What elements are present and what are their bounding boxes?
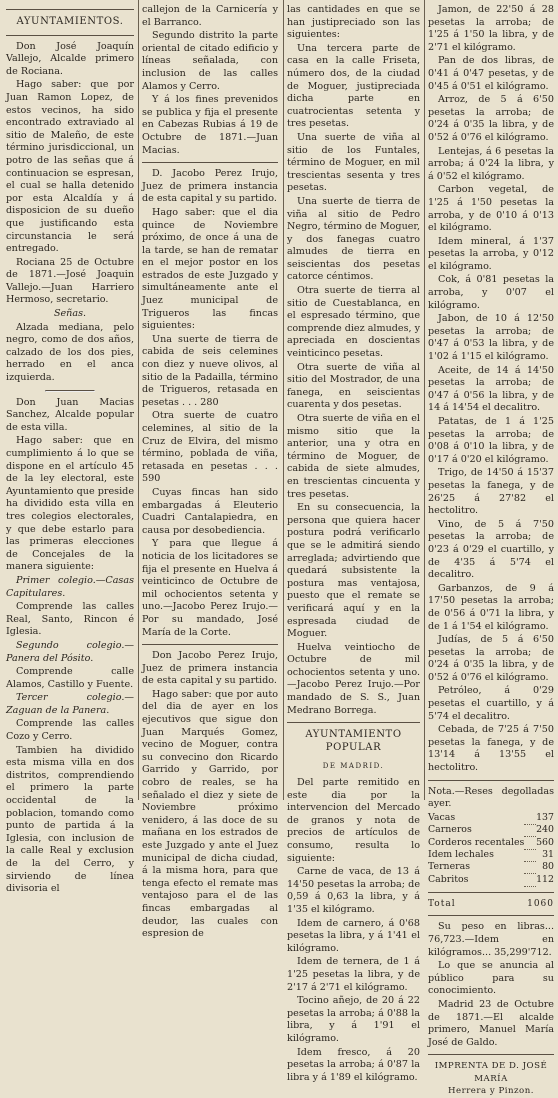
section-heading: AYUNTAMIENTO POPULAR bbox=[305, 729, 402, 753]
reses-value: 80 bbox=[542, 861, 554, 873]
total-label: Total bbox=[428, 898, 456, 909]
notice-text: las cantidades en que se han justipreciado son las siguientes: bbox=[287, 4, 420, 41]
finca-amount: 280 bbox=[200, 396, 219, 408]
total-value: 1060 bbox=[527, 898, 554, 909]
price-item: Tocino añejo, de 20 á 22 pesetas la arroba; á 0'88 la libra, y á 1'91 el kilógramo. bbox=[287, 995, 420, 1044]
price-item: Idem fresco, á 20 pesetas la arroba; á 0'87 la libra y á 1'89 el kilógramo. bbox=[287, 1046, 420, 1083]
senas-text: Alzada mediana, pelo negro, como de dos años, calzado de los dos pies, herrado en el anca izquierda. bbox=[6, 321, 134, 384]
divider bbox=[142, 644, 278, 645]
divider bbox=[287, 722, 420, 723]
leader-dots bbox=[524, 861, 536, 873]
column-3 bbox=[287, 4, 421, 1083]
notice-text: Una tercera parte de casa en la calle Friseta, número dos, de la ciudad de Moguer, justipreciada dicha parte en cuatrocientas setenta y tres pesetas. bbox=[287, 42, 420, 130]
colegio-label: Primer colegio.—Casas Capitulares. bbox=[6, 574, 134, 599]
reses-row bbox=[428, 849, 554, 861]
imprint-line: IMPRENTA DE D. JOSÉ MARÍA bbox=[434, 1061, 548, 1084]
price-item: Aceite, de 14 á 14'50 pesetas la arroba; de 0'47 á 0'56 la libra, y de 14 á 14'54 el decalitro. bbox=[428, 364, 554, 414]
notice-text: Del parte remitido en este dia por la intervencion del Mercado de granos y nota de precios de artículos de consumo, resulta lo siguiente: bbox=[287, 777, 420, 864]
notice-signature: Huelva veintiocho de Octubre de mil ochocientos setenta y uno.—Jacobo Perez Irujo.—Por mandado de S. S., Juan Medrano Borrega. bbox=[287, 641, 420, 716]
notice-title: Don José Joaquín Vallejo, Alcalde primero de Rociana. bbox=[6, 40, 134, 77]
divider bbox=[6, 9, 134, 10]
divider bbox=[428, 1054, 554, 1055]
notice-text: Otra suerte de tierra al sitio de Cuestablanca, en el espresado término, que comprende diez almudes, y apreciada en doscientas veinticinco pesetas. bbox=[287, 285, 421, 360]
notice-signature: Y para que llegue á noticia de los licitadores se fija el presente en Huelva á veinticinco de Octubre de mil ochocientos setenta y uno.—Jacobo Perez Irujo.—Por su mandado, José María de la Corte. bbox=[142, 538, 278, 638]
peso-text: Su peso en libras... 76,723.—Idem en kilógramos... 35,299'712. bbox=[428, 921, 554, 958]
column-rule bbox=[138, 0, 139, 800]
reses-label: Terneras bbox=[428, 861, 471, 873]
reses-label: Idem lechales bbox=[428, 849, 494, 861]
notice-text: Otra suerte de viña en el mismo sitio que la anterior, una y otra en término de Moguer, de cabida de siete almudes, en trescientas cincuenta y tres pesetas. bbox=[287, 413, 420, 500]
price-item: Carbon vegetal, de 1'25 á 1'50 pesetas la arroba, y de 0'10 á 0'13 el kilógramo. bbox=[428, 184, 554, 234]
price-item: Pan de dos libras, de 0'41 á 0'47 pesetas, y de 0'45 á 0'51 el kilógramo. bbox=[428, 55, 554, 92]
finca-text: Una suerte de tierra de cabida de seis celemines con diez y nueve olivos, al sitio de la Padailla, término de Trigueros, retasada en pesetas . . . 280 bbox=[142, 333, 278, 408]
finca-text: Otra suerte de cuatro celemines, al sitio de la Cruz de Elvira, del mismo término, poblada de viña, retasada en pesetas . . . 590 bbox=[142, 410, 278, 485]
notice-title: D. Jacobo Perez Irujo, Juez de primera instancia de esta capital y su partido. bbox=[142, 168, 278, 205]
price-item: Judías, de 5 á 6'50 pesetas la arroba; de 0'24 á 0'35 la libra, y de 0'52 á 0'76 el kilógramo. bbox=[428, 634, 554, 683]
price-item: Petróleo, á 0'29 pesetas el cuartillo, y á 5'74 el decalitro. bbox=[428, 685, 554, 722]
nota-heading: Nota.—Reses degolladas ayer. bbox=[428, 785, 554, 810]
reses-value: 31 bbox=[542, 849, 554, 861]
column-rule bbox=[283, 0, 284, 800]
notice-text: Hago saber: que por Juan Ramon Lopez, de estos vecinos, ha sido encontrado extraviado al sitio de Maleño, de este término jurisdiccional, un potro de las señas que á continuacion se espresan, el cual se halla detenido por esta Alcaldía y á disposicion de su dueño que justificando esta circunstancia le será entregado. bbox=[6, 79, 134, 255]
reses-row bbox=[428, 874, 554, 886]
price-item: Carne de vaca, de 13 á 14'50 pesetas la arroba; de 0,59 á 0,63 la libra, y á 1'35 el kilógramo. bbox=[287, 866, 420, 915]
column-1 bbox=[6, 4, 134, 895]
reses-label: Carneros bbox=[428, 824, 472, 836]
price-item: Idem de ternera, de 1 á 1'25 pesetas la libra, y de 2'17 á 2'71 el kilógramo. bbox=[287, 956, 420, 993]
reses-row bbox=[428, 812, 554, 824]
divider bbox=[428, 892, 554, 893]
notice-signature: Y á los fines prevenidos se publica y fija el presente en Cabezas Rubias á 19 de Octubre de 1871.—Juan Macias. bbox=[142, 94, 278, 156]
finca-amount: 590 bbox=[142, 473, 161, 485]
notice-text: Cuyas fincas han sido embargadas á Eleuterio Cuadri Cantalapiedra, en causa por desobediencia. bbox=[142, 486, 278, 536]
notice-title: Don Jacobo Perez Irujo, Juez de primera instancia de esta capital y su partido. bbox=[142, 650, 278, 687]
price-item: Cok, á 0'81 pesetas la arroba, y 0'07 el kilógramo. bbox=[428, 274, 554, 311]
price-item: Idem mineral, á 1'37 pesetas la arroba, y 0'12 el kilógramo. bbox=[428, 235, 554, 272]
colegio-text: Comprende las calles Cozo y Cerro. bbox=[6, 718, 134, 743]
leader-dots bbox=[524, 824, 536, 836]
notice-signature: Rociana 25 de Octubre de 1871.—José Joaquin Vallejo.—Juan Harriero Hermoso, secretario. bbox=[6, 256, 134, 306]
price-item: Arroz, de 5 á 6'50 pesetas la arroba; de 0'24 á 0'35 la libra, y de 0'52 á 0'76 el kilógramo. bbox=[428, 94, 554, 143]
leader-dots bbox=[524, 849, 536, 861]
notice-text: Hago saber: que por auto del dia de ayer en los ejecutivos que sigue don Juan Marqués Gomez, vecino de Moguer, contra su convecino don Ricardo Garrido y Garrido, por cobro de reales, se ha señalado el diez y siete de Noviembre próximo venidero, á las doce de su mañana en los estrados de este Juzgado y ante el Juez municipal de dicha ciudad, á la misma hora, para que tenga efecto el remate mas ventajoso para el de las fincas embargadas al deudor, las cuales con espresion de bbox=[142, 688, 278, 940]
reses-row bbox=[428, 861, 554, 873]
colegio-label: Tercer colegio.—Zaguan de la Panera. bbox=[6, 692, 134, 716]
reses-value: 137 bbox=[536, 811, 554, 823]
reses-label: Vacas bbox=[428, 811, 456, 823]
notice-text: Hago saber: que el dia quince de Noviembre próximo, de once á una de la tarde, se han de rematar en el mejor postor en los estrados de este Juzgado y simultáneamente ante el Juez municipal de Trigueros las fincas siguientes: bbox=[142, 206, 278, 332]
reses-value: 240 bbox=[536, 824, 554, 836]
section-heading: AYUNTAMIENTOS. bbox=[16, 16, 124, 27]
aviso-text: Lo que se anuncia al público para su conocimiento. bbox=[428, 960, 554, 997]
divider bbox=[6, 35, 134, 36]
notice-text: Una suerte de tierra de viña al sitio de Pedro Negro, término de Moguer, y dos fanegas cuatro almudes de tierra en seiscientas dos pesetas catorce céntimos. bbox=[287, 195, 421, 283]
reses-label: Corderos recentales bbox=[428, 836, 525, 848]
leader-dots bbox=[524, 812, 536, 824]
price-item: Patatas, de 1 á 1'25 pesetas la arroba; de 0'08 á 0'10 la libra, y de 0'17 á 0'20 el kilógramo. bbox=[428, 416, 554, 465]
notice-text: Una suerte de viña al sitio de los Funtales, término de Moguer, en mil trescientas sesenta y tres pesetas. bbox=[287, 131, 420, 194]
divider bbox=[428, 915, 554, 916]
notice-text: Hago saber: que en cumplimiento á lo que se dispone en el artículo 45 de la ley electoral, este Ayuntamiento que preside ha dividido esta villa en tres colegios electorales, y que debe estarlo para las primeras elecciones de Concejales de la manera siguiente: bbox=[6, 435, 134, 573]
notice-text: Segundo distrito la parte oriental de citado edificio y líneas señalada, con inclusion de las calles Alamos y Cerro. bbox=[142, 30, 278, 92]
colegio-text: Comprende calle Alamos, Castillo y Fuente. bbox=[6, 666, 134, 690]
notice-text: callejon de la Carnicería y el Barranco. bbox=[142, 4, 278, 28]
senas-label: Señas. bbox=[53, 308, 87, 320]
firma-text: Madrid 23 de Octubre de 1871.—El alcalde primero, Manuel María José de Galdo. bbox=[428, 998, 554, 1048]
notice-text: Otra suerte de viña al sitio del Mostrador, de una fanega, en seiscientas cuarenta y dos pesetas. bbox=[287, 361, 420, 411]
reses-value: 560 bbox=[536, 836, 554, 848]
reses-value: 112 bbox=[536, 873, 554, 885]
price-item: Jabon, de 10 á 12'50 pesetas la arroba; de 0'47 á 0'53 la libra, y de 1'02 á 1'15 el kilógramo. bbox=[428, 313, 554, 363]
price-item: Cebada, de 7'25 á 7'50 pesetas la fanega, y de 13'14 á 13'55 el hectolitro. bbox=[428, 724, 554, 774]
price-item: Lentejas, á 6 pesetas la arroba; á 0'24 la libra, y á 0'52 el kilógramo. bbox=[428, 145, 554, 182]
divider bbox=[428, 780, 554, 781]
price-item: Vino, de 5 á 7'50 pesetas la arroba; de 0'23 á 0'29 el cuartillo, y de 4'35 á 5'74 el decalitro. bbox=[428, 518, 554, 581]
total-row bbox=[428, 898, 554, 911]
reses-row bbox=[428, 824, 554, 836]
notice-text: En su consecuencia, la persona que quiera hacer postura podrá verificarlo que se le admitirá siendo arreglada; advirtiendo que quedará subsistente la postura mas ventajosa, puesto que el remate se verificará aquí y en la espresada ciudad de Moguer. bbox=[287, 502, 420, 640]
price-item: Idem de carnero, á 0'68 pesetas la libra, y á 1'41 el kilógramo. bbox=[287, 917, 420, 954]
price-item: Garbanzos, de 9 á 17'50 pesetas la arroba; de 0'56 á 0'71 la libra, y de 1 á 1'54 el kilógramo. bbox=[428, 582, 554, 632]
notice-title: Don Juan Macias Sanchez, Alcalde popular de esta villa. bbox=[6, 396, 134, 433]
column-4 bbox=[428, 4, 554, 1097]
colegio-text: Comprende las calles Real, Santo, Rincon é Iglesia. bbox=[6, 601, 134, 638]
price-item: Jamon, de 22'50 á 28 pesetas la arroba; de 1'25 á 1'50 la libra, y de 2'71 el kilógramo. bbox=[428, 4, 554, 53]
leader-dots bbox=[524, 837, 536, 849]
reses-table bbox=[428, 812, 554, 887]
column-rule bbox=[424, 0, 425, 800]
reses-label: Cabritos bbox=[428, 873, 469, 885]
leader-dots bbox=[524, 874, 536, 886]
colegio-label: Segundo colegio.—Panera del Pósito. bbox=[6, 639, 134, 664]
price-item: Trigo, de 14'50 á 15'37 pesetas la fanega, y de 26'25 á 27'82 el hectolitro. bbox=[428, 467, 554, 517]
reses-row bbox=[428, 837, 554, 849]
divider bbox=[142, 162, 278, 163]
notice-text: Tambien ha dividido esta misma villa en dos distritos, comprendiendo el primero la parte occidental de la poblacion, tomando como punto de partida á la Iglesia, con inclusion de la calle Real y exclusion de la del Cerro, y sirviendo de línea divisoria el bbox=[6, 744, 134, 895]
divider bbox=[45, 390, 95, 392]
imprint-line: Herrera y Pinzon. bbox=[448, 1086, 534, 1097]
column-2 bbox=[142, 4, 278, 940]
section-subheading: DE MADRID. bbox=[322, 762, 385, 771]
